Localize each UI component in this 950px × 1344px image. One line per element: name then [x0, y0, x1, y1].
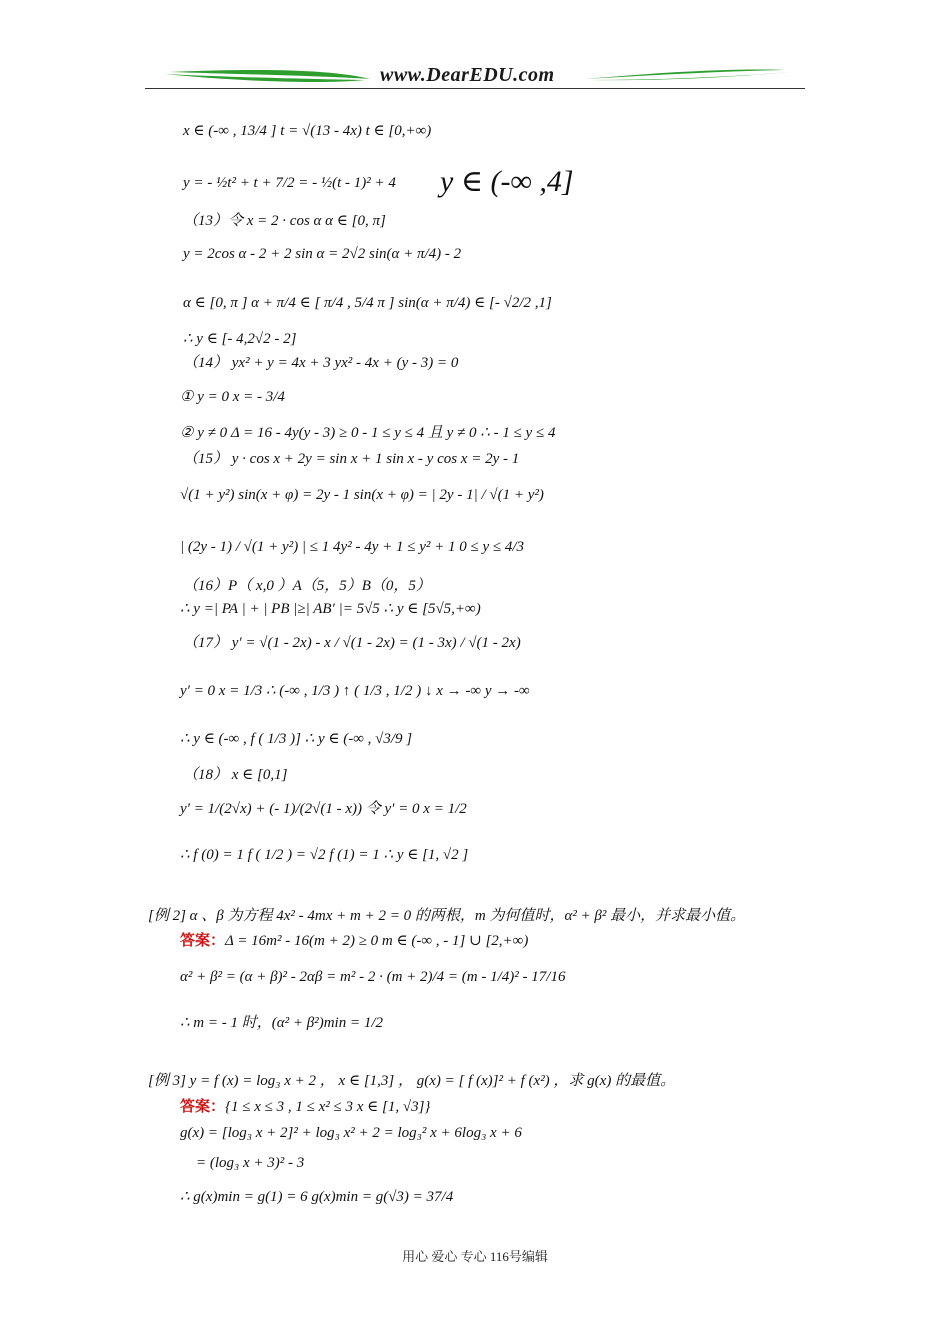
page-footer: 用心 爱心 专心 116号编辑: [402, 1249, 548, 1264]
math-text: （18） x ∈ [0,1]: [183, 767, 288, 783]
math-text: [例 3] y = f (x) = log₃ x + 2 ， x ∈ [1,3] ， g(x) = [ f (x)]² + f (x²) ，求 g(x) 的最值。: [148, 1073, 676, 1089]
math-text: （14） yx² + y = 4x + 3 yx² - 4x + (y - 3) = 0: [183, 355, 459, 371]
math-line-l17: [180, 728, 412, 750]
math-text: y′ = 1/(2√x) + (- 1)/(2√(1 - x)) 令 y′ = 0 x = 1/2: [180, 801, 467, 817]
math-line-l12: [180, 536, 524, 558]
math-line-l19: [180, 798, 467, 820]
math-text: g(x) = [log₃ x + 2]² + log₃ x² + 2 = log₃² x + 6log₃ x + 6: [180, 1125, 522, 1141]
math-line-l21: [148, 905, 745, 927]
math-line-l09: [180, 422, 555, 444]
math-text: y ∈ (-∞ ,4]: [440, 165, 574, 198]
math-line-l06: [183, 328, 296, 350]
math-line-l24: [180, 1012, 383, 1034]
math-text: ∴ m = - 1 时，(α² + β²)min = 1/2: [180, 1015, 383, 1031]
math-line-l13: [183, 575, 431, 597]
math-text: ∴ y =| PA | + | PB |≥| AB′ |= 5√5 ∴ y ∈ [5√5,+∞): [180, 601, 481, 617]
math-line-l29: [180, 1186, 453, 1208]
math-line-l05: [183, 292, 552, 314]
math-line-l10: [183, 448, 519, 470]
math-text: （15） y · cos x + 2y = sin x + 1 sin x - y cos x = 2y - 1: [183, 451, 520, 467]
math-line-l28: [196, 1152, 304, 1174]
math-line-l01: [183, 120, 431, 142]
math-text: ∴ y ∈ [- 4,2√2 - 2]: [183, 331, 297, 347]
math-line-l02: [183, 172, 396, 194]
math-text: ① y = 0 x = - 3/4: [180, 389, 285, 405]
math-text: α ∈ [0, π ] α + π/4 ∈ [ π/4 , 5/4 π ] sin(α + π/4) ∈ [- √2/2 ,1]: [183, 295, 552, 311]
math-text: y = - ½t² + t + 7/2 = - ½(t - 1)² + 4: [183, 175, 396, 191]
math-text: y = 2cos α - 2 + 2 sin α = 2√2 sin(α + π/4) - 2: [183, 246, 462, 262]
math-line-l02b: [440, 165, 574, 199]
math-line-l08: [180, 386, 285, 408]
math-line-l26: [180, 1096, 430, 1118]
math-line-l20: [180, 844, 468, 866]
math-text: ② y ≠ 0 Δ = 16 - 4y(y - 3) ≥ 0 - 1 ≤ y ≤ 4 且 y ≠ 0 ∴ - 1 ≤ y ≤ 4: [180, 425, 556, 441]
answer-label: 答案：: [180, 1099, 226, 1115]
math-line-l16: [180, 680, 530, 702]
math-line-l03: [183, 210, 386, 232]
math-line-l07: [183, 352, 458, 374]
math-line-l22: [180, 930, 528, 952]
math-line-l27: [180, 1122, 522, 1144]
math-text: √(1 + y²) sin(x + φ) = 2y - 1 sin(x + φ) = | 2y - 1| / √(1 + y²): [180, 487, 544, 503]
math-text: （16）P（ x,0 ）A（5，5）B（0，5）: [183, 578, 431, 594]
math-text: Δ = 16m² - 16(m + 2) ≥ 0 m ∈ (-∞ , - 1] ∪ [2,+∞): [225, 933, 529, 949]
math-line-l18: [183, 764, 287, 786]
math-text: ∴ y ∈ (-∞ , f ( 1/3 )] ∴ y ∈ (-∞ , √3/9 ]: [180, 731, 413, 747]
site-url: www.DearEDU.com: [380, 64, 555, 86]
math-line-l23: [180, 966, 565, 988]
math-line-l04: [183, 243, 461, 265]
math-text: | (2y - 1) / √(1 + y²) | ≤ 1 4y² - 4y + 1 ≤ y² + 1 0 ≤ y ≤ 4/3: [180, 539, 525, 555]
math-line-l11: [180, 484, 544, 506]
math-text: （17） y′ = √(1 - 2x) - x / √(1 - 2x) = (1 - 3x) / √(1 - 2x): [183, 635, 521, 651]
math-text: ∴ g(x)min = g(1) = 6 g(x)min = g(√3) = 37/4: [180, 1189, 454, 1205]
answer-label: 答案：: [180, 933, 226, 949]
math-text: α² + β² = (α + β)² - 2αβ = m² - 2 · (m + 2)/4 = (m - 1/4)² - 17/16: [180, 969, 566, 985]
math-line-l15: [183, 632, 521, 654]
header-rule: [145, 88, 805, 89]
math-line-l25: [148, 1070, 675, 1092]
math-text: y′ = 0 x = 1/3 ∴ (-∞ , 1/3 ) ↑ ( 1/3 , 1/2 ) ↓ x → -∞ y → -∞: [180, 683, 530, 699]
math-text: ∴ f (0) = 1 f ( 1/2 ) = √2 f (1) = 1 ∴ y ∈ [1, √2 ]: [180, 847, 469, 863]
math-text: [例 2] α 、β 为方程 4x² - 4mx + m + 2 = 0 的两根，m 为何值时，α² + β² 最小，并求最小值。: [148, 908, 746, 924]
math-line-l14: [180, 598, 481, 620]
math-text: = (log₃ x + 3)² - 3: [196, 1155, 305, 1171]
math-text: （13）令 x = 2 · cos α α ∈ [0, π]: [183, 213, 386, 229]
math-text: {1 ≤ x ≤ 3 , 1 ≤ x² ≤ 3 x ∈ [1, √3]}: [225, 1099, 431, 1115]
math-text: x ∈ (-∞ , 13/4 ] t = √(13 - 4x) t ∈ [0,+∞): [183, 123, 432, 139]
